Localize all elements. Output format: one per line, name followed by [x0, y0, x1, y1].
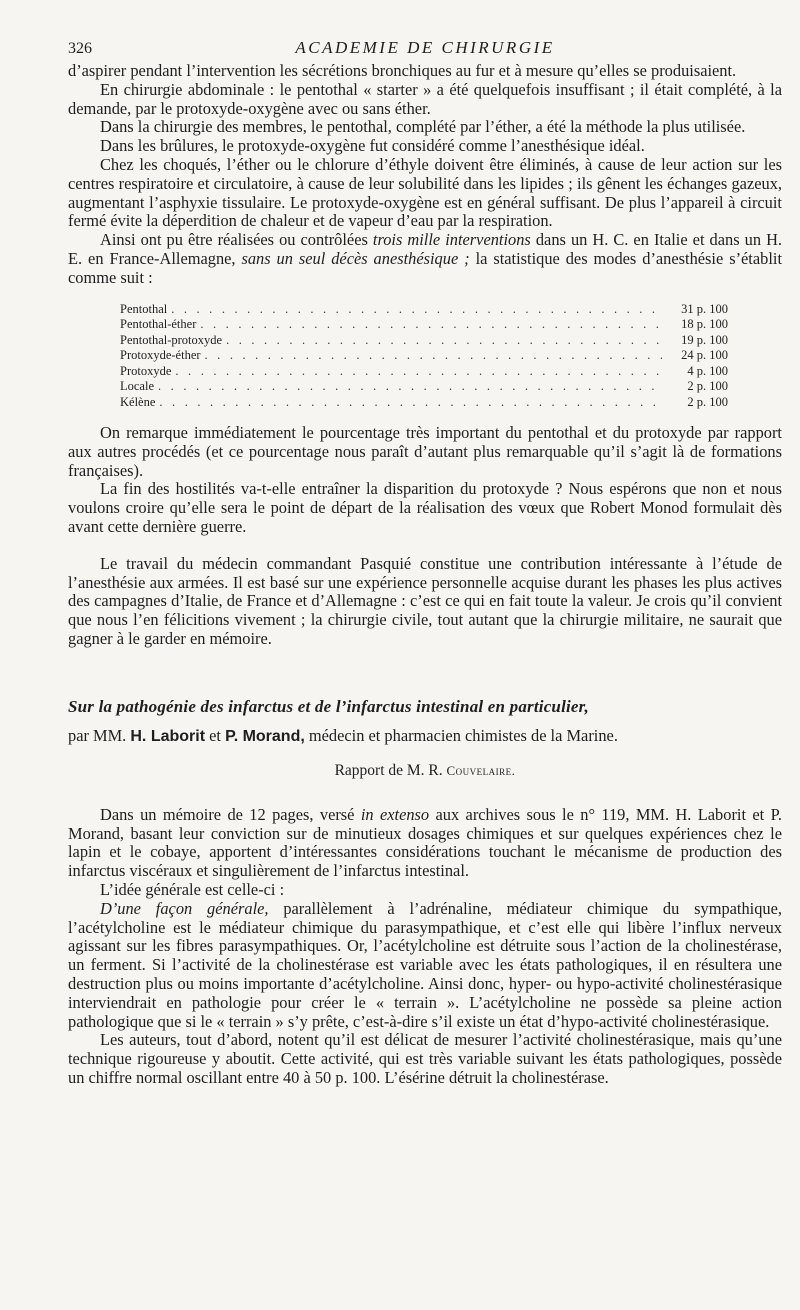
- dot-leader: [171, 302, 662, 318]
- stat-row: [120, 395, 728, 411]
- stats-intro-italic-2: sans un seul décès anesthésique ;: [241, 248, 470, 268]
- stat-label: Pentothal: [120, 301, 168, 316]
- byline-and: et: [205, 725, 226, 745]
- stat-label: Kélène: [120, 394, 156, 409]
- stat-row: [120, 379, 728, 395]
- reporter-name: Couvelaire.: [446, 762, 516, 778]
- stat-label: Locale: [120, 379, 155, 394]
- paragraph-continuation: d’aspirer pendant l’intervention les sécrétions bronchiques au fur et à mesure qu’elles se produisaient.: [68, 61, 737, 80]
- spacer: [68, 537, 782, 555]
- memoir-text-2: aux archives sous le n° 119, MM. H. Laborit et P. Morand, basant leur conviction sur de minutieux dosages chimiques et sur quelques expériences chez le lapin et le cobaye, apportent d’intéressantes considérations touchant le mécanisme de production des infarctus viscéraux et singulièrement de l’infarctus intestinal.: [68, 804, 782, 881]
- dot-leader: [159, 395, 662, 411]
- dot-leader: [200, 317, 662, 333]
- paragraph-stats-intro: [68, 231, 782, 287]
- anesthesia-statistics-table: [120, 302, 728, 411]
- stat-label: Protoxyde: [120, 363, 172, 378]
- stats-intro-italic-1: trois mille interventions: [372, 230, 531, 250]
- running-header: [68, 36, 782, 62]
- stats-intro-text-3: la statistique des modes d’anesthésie s’établit comme suit :: [68, 248, 782, 287]
- paragraph-general-idea: L’idée générale est celle-ci :: [100, 880, 285, 900]
- stats-intro-text-2: dans un H. C. en Italie et dans un H. E. en France-Allemagne,: [68, 230, 783, 268]
- paragraph-abdominal: En chirurgie abdominale : le pentothal « starter » a été quelquefois insuffisant ; il était complété, à la demande, par le protoxyde-oxygène avec ou sans éther.: [68, 79, 782, 118]
- journal-page: [68, 36, 782, 1088]
- paragraph-hostilities: La fin des hostilités va-t-elle entraîner la disparition du protoxyde ? Nous espérons que non et nous voulons croire qu’elle sera le point de départ de la réalisation des vœux que Robert Monod formulait dès avant cette dernière guerre.: [68, 479, 782, 537]
- paragraph-burns: Dans les brûlures, le protoxyde-oxygène fut considéré comme l’anesthésique idéal.: [100, 136, 645, 156]
- report-prefix: Rapport de M. R.: [334, 761, 447, 779]
- stat-row: [120, 333, 728, 349]
- stat-value: 24 p. 100: [681, 348, 728, 363]
- memoir-italic: in extenso: [360, 804, 430, 824]
- stat-label: Pentothal-éther: [120, 317, 197, 332]
- running-title: ACADEMIE DE CHIRURGIE: [295, 38, 555, 57]
- dot-leader: [158, 379, 662, 395]
- stats-intro-text-1: Ainsi ont pu être réalisées ou contrôlées: [100, 230, 373, 250]
- byline-suffix: médecin et pharmacien chimistes de la Marine.: [304, 725, 618, 745]
- stat-row: [120, 317, 728, 333]
- acetylcholine-italic: D’une façon générale,: [100, 898, 269, 918]
- stat-value: 31 p. 100: [681, 301, 728, 316]
- stat-value: 18 p. 100: [681, 317, 728, 332]
- byline-prefix: par MM.: [68, 725, 131, 745]
- spacer: [68, 649, 782, 697]
- stat-label: Protoxyde-éther: [120, 348, 201, 363]
- stat-value: 4 p. 100: [687, 363, 728, 378]
- paragraph-memoir: [68, 806, 782, 881]
- article-title: [68, 697, 782, 717]
- author-morand: P. Morand,: [225, 727, 305, 745]
- article-title-text: Sur la pathogénie des infarctus et de l’infarctus intestinal en particulier,: [68, 696, 590, 716]
- paragraph-shock: Chez les choqués, l’éther ou le chlorure d’éthyle doivent être éliminés, à cause de leur action sur les centres respiratoire et circulatoire, à cause de leur solubilité dans les lipides ; ils gênent les échanges gazeux, augmentant l’asphyxie tissulaire. Le protoxyde-oxygène est en général suffisant. De plus l’appareil à circuit fermé évite la déperdition de chaleur et de vapeur d’eau par la respiration.: [68, 154, 782, 231]
- article-byline: [68, 725, 782, 748]
- acetylcholine-text: parallèlement à l’adrénaline, médiateur chimique du sympathique, l’acétylcholine est le médiateur chimique du parasympathique, et c’est elle qui libère l’influx nerveux agissant sur les fibres parasympathiques. Or, l’acétylcholine est détruite sous l’action de la cholinestérase, un ferment. Si l’activité de la cholinestérase est variable avec les états pathologiques, il en résultera une destruction plus ou moins importante d’acétylcholine. Ainsi donc, hyper- ou hypo-activité cholinestérasique interviendrait en pathologie pour créer le « terrain ». L’acétylcholine ne possède sa pleine action pathologique que si le « terrain » s’y prête, c’est-à-dire s’il existe un état d’hypo-activité cholinestérasique.: [68, 898, 782, 1031]
- stat-row: [120, 302, 728, 318]
- stat-label: Pentothal-protoxyde: [120, 332, 223, 347]
- paragraph-acetylcholine: [68, 900, 782, 1032]
- page-number: 326: [68, 40, 92, 57]
- author-laborit: H. Laborit: [130, 727, 206, 745]
- stat-row: [120, 348, 728, 364]
- stat-value: 2 p. 100: [687, 379, 728, 394]
- memoir-text-1: Dans un mémoire de 12 pages, versé: [100, 804, 361, 824]
- stat-row: [120, 364, 728, 380]
- dot-leader: [175, 364, 662, 380]
- stat-value: 2 p. 100: [687, 394, 728, 409]
- stat-value: 19 p. 100: [681, 332, 728, 347]
- paragraph-limbs: Dans la chirurgie des membres, le pentothal, complété par l’éther, a été la méthode la plus utilisée.: [100, 117, 746, 137]
- report-line: [68, 762, 782, 780]
- paragraph-conclusion: Le travail du médecin commandant Pasquié constitue une contribution intéressante à l’étude de l’anesthésie aux armées. Il est basé sur une expérience personnelle acquise durant les phases les plus actives des campagnes d’Italie, de France et d’Allemagne : c’est ce qui en fait toute la valeur. Je crois qu’il convient que nous l’en félicitions vivement ; la chirurgie civile, tout autant que la chirurgie militaire, ne saurait que gagner à le garder en mémoire.: [68, 553, 782, 649]
- paragraph-authors: Les auteurs, tout d’abord, notent qu’il est délicat de mesurer l’activité cholinestérasique, mais qu’une technique rigoureuse y aboutit. Cette activité, qui est très variable suivant les états pathologiques, possède un chiffre normal oscillant entre 40 à 50 p. 100. L’ésérine détruit la cholinestérase.: [68, 1030, 782, 1087]
- dot-leader: [226, 333, 662, 349]
- dot-leader: [205, 348, 662, 364]
- paragraph-remark: On remarque immédiatement le pourcentage très important du pentothal et du protoxyde par rapport aux autres procédés (et ce pourcentage nous paraît d’autant plus remarquable qu’il s’agit là de formations françaises).: [68, 423, 782, 480]
